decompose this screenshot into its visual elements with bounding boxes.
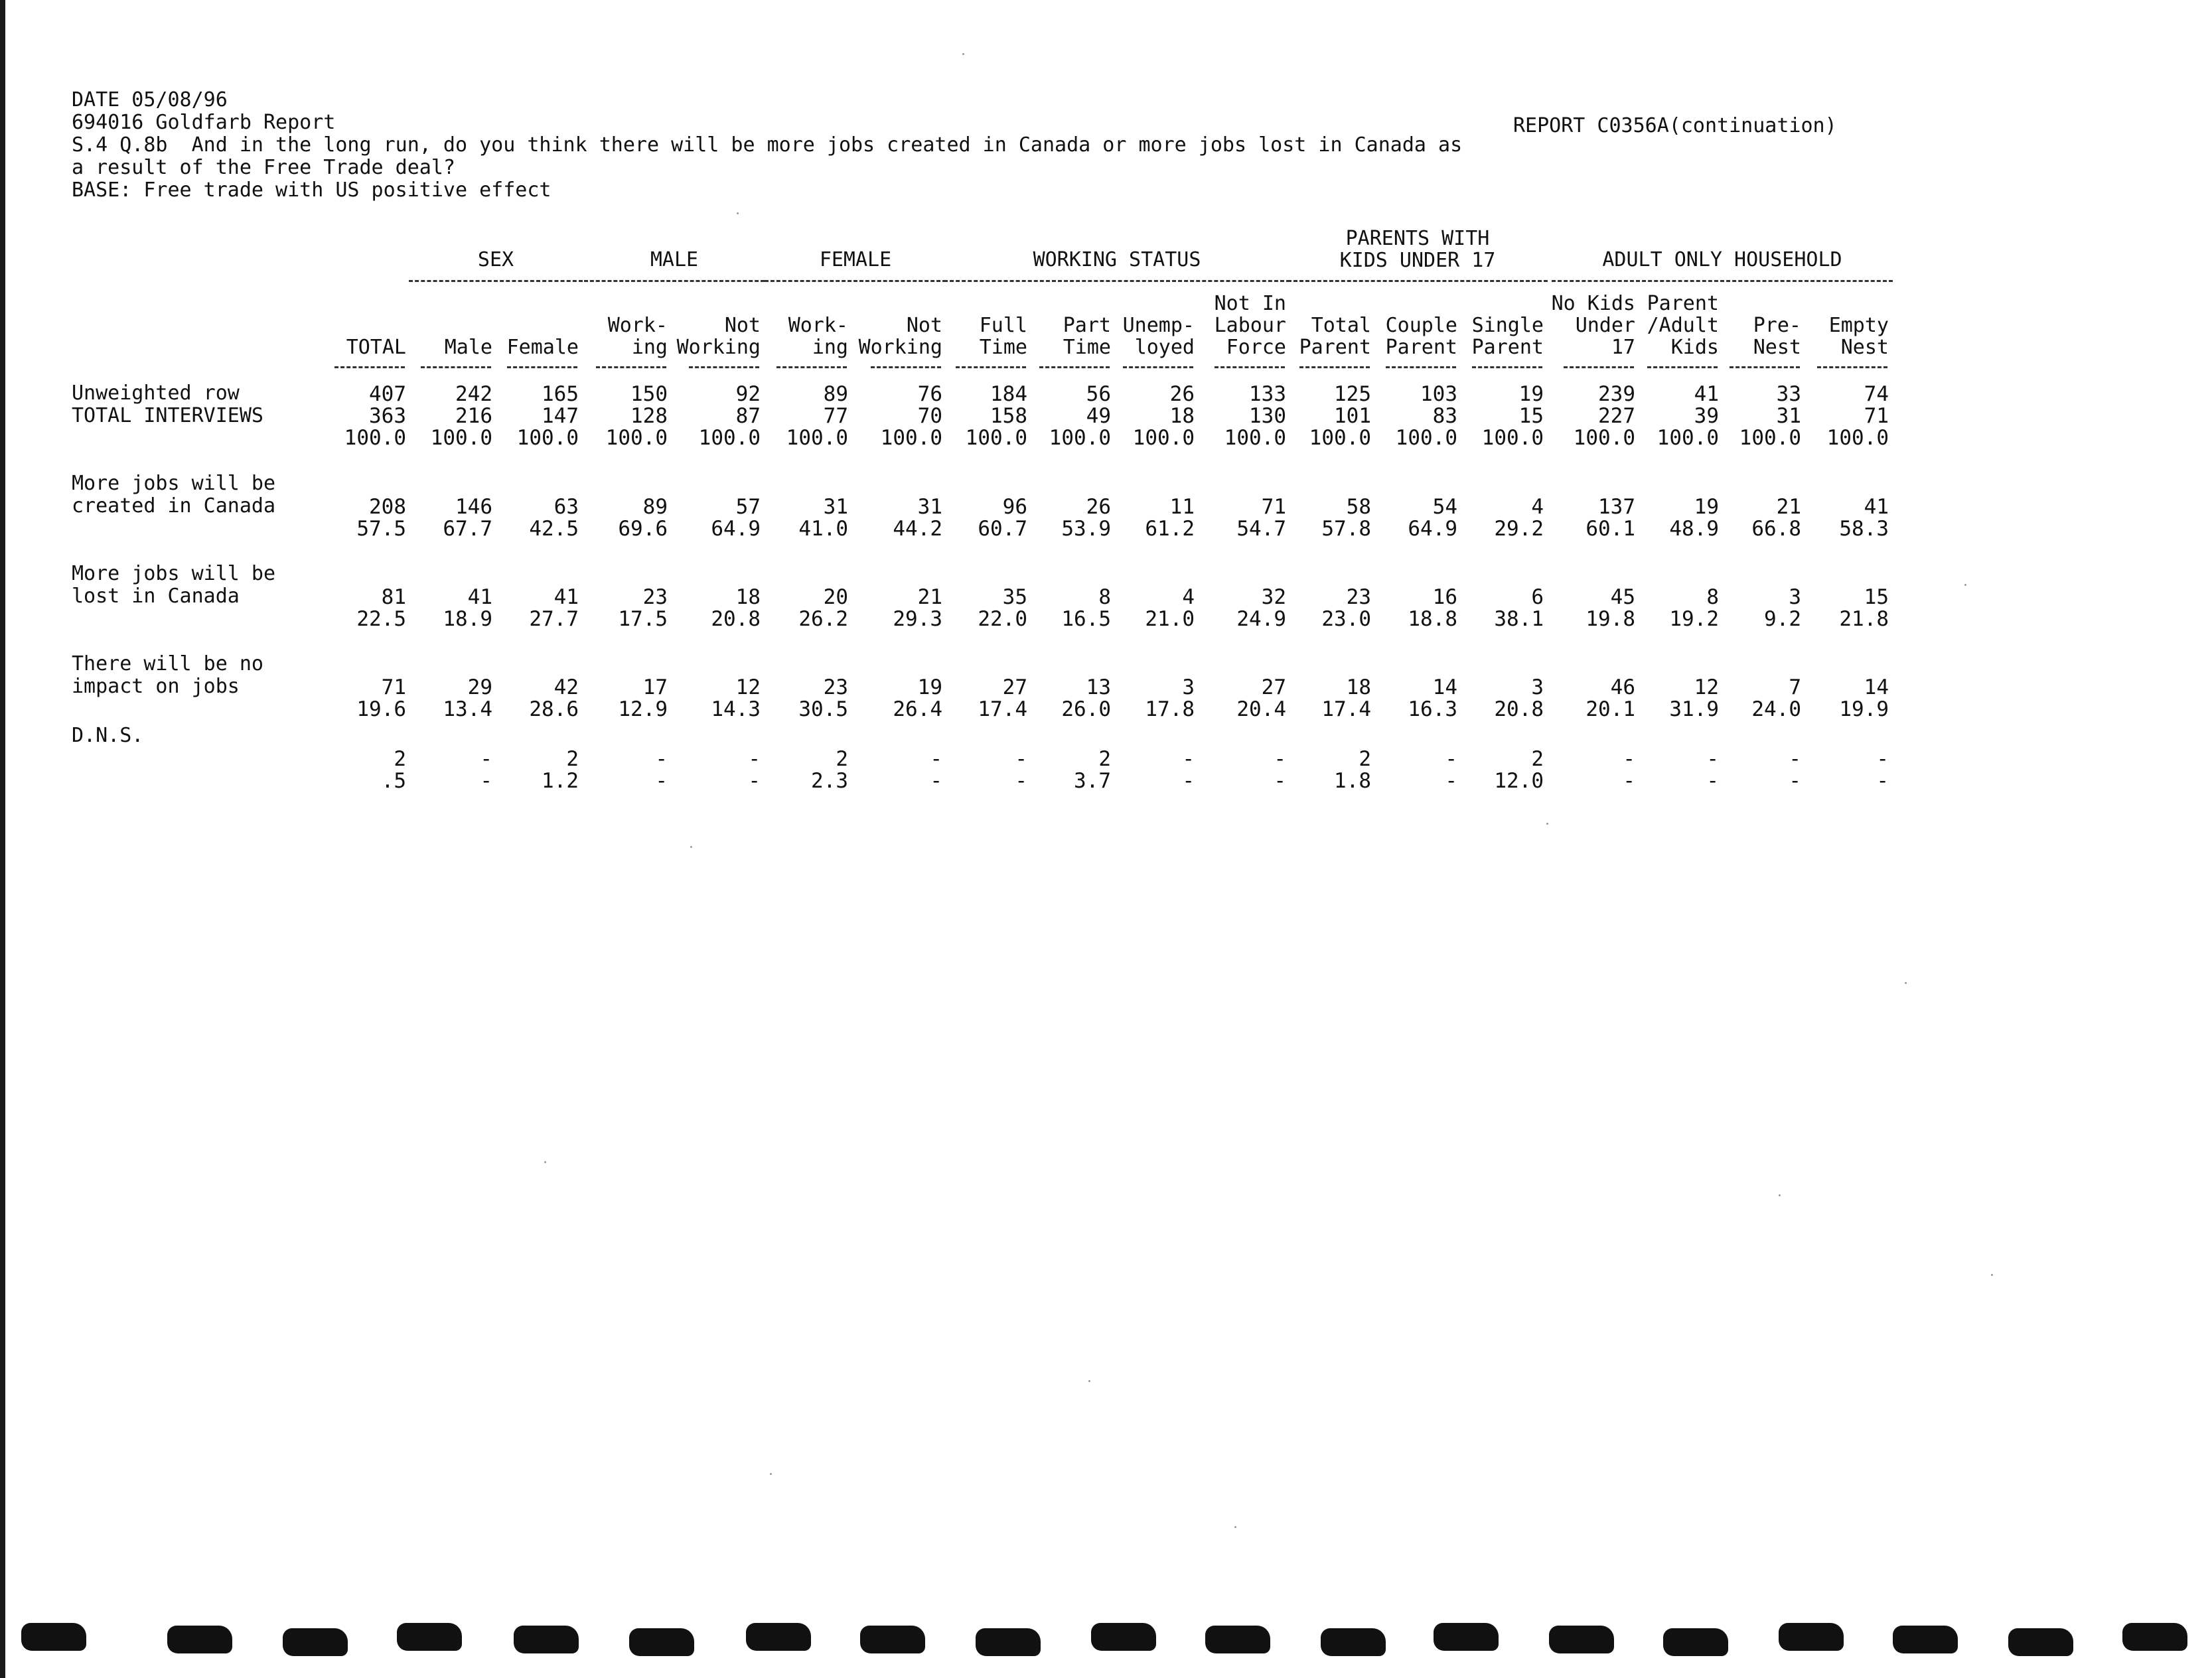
column-rule-17 xyxy=(1817,366,1887,368)
cell-r0-l0-c8: 56 xyxy=(1086,382,1111,406)
row-label-0: Unweighted row TOTAL INTERVIEWS xyxy=(72,382,263,427)
cell-r2-l0-c4: 18 xyxy=(735,585,761,609)
group-header-2: FEMALE xyxy=(819,248,892,271)
column-rule-10 xyxy=(1215,366,1285,368)
base-text: BASE: Free trade with US positive effect xyxy=(72,178,552,202)
cell-r0-l2-c12: 100.0 xyxy=(1395,426,1457,450)
cell-r0-l2-c17: 100.0 xyxy=(1826,426,1889,450)
cell-r0-l0-c6: 76 xyxy=(917,382,942,406)
cell-r3-l0-c0: 71 xyxy=(381,675,406,699)
cell-r1-l0-c5: 31 xyxy=(823,495,848,519)
cell-r4-l0-c17: - xyxy=(1876,747,1889,771)
cell-r4-l1-c8: 3.7 xyxy=(1074,769,1111,793)
cell-r2-l1-c2: 27.7 xyxy=(529,607,579,631)
cell-r1-l0-c17: 41 xyxy=(1864,495,1889,519)
cell-r0-l0-c1: 242 xyxy=(455,382,492,406)
cell-r0-l1-c13: 15 xyxy=(1518,404,1544,428)
column-rule-2 xyxy=(507,366,577,368)
punch-hole-9 xyxy=(1091,1623,1156,1651)
cell-r0-l0-c12: 103 xyxy=(1420,382,1457,406)
cell-r3-l1-c6: 26.4 xyxy=(893,697,942,721)
column-header-14: No Kids Under 17 xyxy=(1551,292,1635,359)
cell-r2-l0-c0: 81 xyxy=(381,585,406,609)
cell-r0-l2-c4: 100.0 xyxy=(698,426,761,450)
cell-r2-l1-c6: 29.3 xyxy=(893,607,942,631)
cell-r3-l1-c8: 26.0 xyxy=(1061,697,1111,721)
cell-r3-l0-c1: 29 xyxy=(467,675,492,699)
column-header-3: Work- ing xyxy=(607,314,668,359)
cell-r4-l0-c2: 2 xyxy=(566,747,579,771)
group-underline-4 xyxy=(1288,280,1548,282)
cell-r3-l0-c3: 17 xyxy=(642,675,668,699)
cell-r2-l1-c12: 18.8 xyxy=(1408,607,1457,631)
column-rule-5 xyxy=(776,366,847,368)
punch-hole-4 xyxy=(514,1626,579,1653)
cell-r4-l1-c5: 2.3 xyxy=(811,769,848,793)
cell-r2-l0-c15: 8 xyxy=(1706,585,1719,609)
cell-r2-l0-c10: 32 xyxy=(1261,585,1286,609)
group-underline-5 xyxy=(1552,280,1893,282)
cell-r2-l1-c17: 21.8 xyxy=(1839,607,1889,631)
cell-r3-l0-c17: 14 xyxy=(1864,675,1889,699)
cell-r1-l0-c9: 11 xyxy=(1169,495,1195,519)
cell-r3-l0-c13: 3 xyxy=(1531,675,1544,699)
cell-r0-l2-c13: 100.0 xyxy=(1481,426,1544,450)
cell-r1-l0-c0: 208 xyxy=(369,495,406,519)
cell-r2-l1-c13: 38.1 xyxy=(1494,607,1544,631)
cell-r0-l1-c17: 71 xyxy=(1864,404,1889,428)
cell-r1-l1-c10: 54.7 xyxy=(1236,517,1286,541)
column-rule-1 xyxy=(421,366,491,368)
cell-r0-l1-c11: 101 xyxy=(1334,404,1371,428)
column-rule-9 xyxy=(1123,366,1193,368)
cell-r4-l0-c10: - xyxy=(1274,747,1286,771)
cell-r1-l1-c6: 44.2 xyxy=(893,517,942,541)
cell-r1-l1-c4: 64.9 xyxy=(711,517,761,541)
punch-hole-11 xyxy=(1321,1628,1386,1656)
cell-r1-l1-c15: 48.9 xyxy=(1669,517,1719,541)
scan-speck-2 xyxy=(690,846,692,848)
cell-r4-l0-c14: - xyxy=(1623,747,1635,771)
cell-r1-l0-c4: 57 xyxy=(735,495,761,519)
cell-r3-l1-c16: 24.0 xyxy=(1751,697,1801,721)
cell-r3-l0-c8: 13 xyxy=(1086,675,1111,699)
cell-r2-l1-c0: 22.5 xyxy=(356,607,406,631)
cell-r3-l1-c9: 17.8 xyxy=(1145,697,1195,721)
cell-r2-l1-c14: 19.8 xyxy=(1585,607,1635,631)
cell-r1-l1-c11: 57.8 xyxy=(1321,517,1371,541)
cell-r0-l1-c7: 158 xyxy=(990,404,1027,428)
cell-r2-l1-c4: 20.8 xyxy=(711,607,761,631)
cell-r4-l1-c11: 1.8 xyxy=(1334,769,1371,793)
cell-r3-l0-c7: 27 xyxy=(1002,675,1027,699)
cell-r4-l1-c3: - xyxy=(655,769,668,793)
cell-r1-l0-c1: 146 xyxy=(455,495,492,519)
group-header-3: WORKING STATUS xyxy=(1033,248,1201,271)
cell-r0-l1-c1: 216 xyxy=(455,404,492,428)
scan-speck-9 xyxy=(770,1473,772,1475)
cell-r1-l1-c7: 60.7 xyxy=(978,517,1027,541)
cell-r1-l0-c16: 21 xyxy=(1776,495,1801,519)
cell-r0-l0-c15: 41 xyxy=(1694,382,1719,406)
cell-r0-l0-c3: 150 xyxy=(630,382,668,406)
report-id: REPORT C0356A(continuation) xyxy=(1513,114,1837,137)
question-text-line2: a result of the Free Trade deal? xyxy=(72,156,455,179)
cell-r4-l0-c6: - xyxy=(930,747,942,771)
cell-r3-l1-c12: 16.3 xyxy=(1408,697,1457,721)
cell-r2-l0-c2: 41 xyxy=(553,585,579,609)
column-rule-11 xyxy=(1299,366,1370,368)
cell-r0-l2-c16: 100.0 xyxy=(1739,426,1801,450)
cell-r3-l0-c6: 19 xyxy=(917,675,942,699)
cell-r2-l0-c12: 16 xyxy=(1432,585,1457,609)
cell-r0-l2-c9: 100.0 xyxy=(1132,426,1195,450)
cell-r1-l0-c10: 71 xyxy=(1261,495,1286,519)
cell-r3-l0-c4: 12 xyxy=(735,675,761,699)
cell-r1-l1-c9: 61.2 xyxy=(1145,517,1195,541)
column-header-8: Part Time xyxy=(1063,314,1111,359)
cell-r3-l1-c17: 19.9 xyxy=(1839,697,1889,721)
cell-r3-l1-c0: 19.6 xyxy=(356,697,406,721)
cell-r1-l0-c11: 58 xyxy=(1346,495,1371,519)
cell-r3-l0-c10: 27 xyxy=(1261,675,1286,699)
cell-r3-l1-c15: 31.9 xyxy=(1669,697,1719,721)
cell-r0-l2-c11: 100.0 xyxy=(1309,426,1371,450)
scan-speck-7 xyxy=(1779,1194,1781,1196)
cell-r4-l1-c4: - xyxy=(748,769,761,793)
cell-r0-l0-c11: 125 xyxy=(1334,382,1371,406)
punch-hole-15 xyxy=(1779,1623,1844,1651)
cell-r0-l0-c9: 26 xyxy=(1169,382,1195,406)
cell-r3-l1-c14: 20.1 xyxy=(1585,697,1635,721)
cell-r0-l0-c13: 19 xyxy=(1518,382,1544,406)
cell-r4-l1-c6: - xyxy=(930,769,942,793)
cell-r3-l0-c9: 3 xyxy=(1182,675,1195,699)
scan-speck-11 xyxy=(544,1161,546,1163)
cell-r0-l1-c12: 83 xyxy=(1432,404,1457,428)
cell-r1-l0-c3: 89 xyxy=(642,495,668,519)
punch-hole-16 xyxy=(1893,1626,1958,1653)
cell-r2-l0-c5: 20 xyxy=(823,585,848,609)
cell-r4-l1-c2: 1.2 xyxy=(542,769,579,793)
cell-r1-l1-c16: 66.8 xyxy=(1751,517,1801,541)
column-header-16: Pre- Nest xyxy=(1753,314,1801,359)
cell-r2-l0-c8: 8 xyxy=(1098,585,1111,609)
cell-r4-l1-c0: .5 xyxy=(381,769,406,793)
group-header-5: ADULT ONLY HOUSEHOLD xyxy=(1602,248,1842,271)
scan-speck-4 xyxy=(1234,1526,1236,1528)
cell-r4-l0-c8: 2 xyxy=(1098,747,1111,771)
cell-r2-l0-c3: 23 xyxy=(642,585,668,609)
cell-r1-l1-c12: 64.9 xyxy=(1408,517,1457,541)
column-rule-13 xyxy=(1472,366,1542,368)
column-header-2: Female xyxy=(506,336,579,359)
cell-r2-l0-c1: 41 xyxy=(467,585,492,609)
punch-hole-14 xyxy=(1663,1628,1728,1656)
cell-r0-l0-c0: 407 xyxy=(369,382,406,406)
punch-hole-0 xyxy=(21,1623,86,1651)
cell-r4-l0-c16: - xyxy=(1789,747,1801,771)
cell-r0-l0-c14: 239 xyxy=(1598,382,1635,406)
column-header-9: Unemp- loyed xyxy=(1122,314,1195,359)
cell-r0-l2-c2: 100.0 xyxy=(516,426,579,450)
column-header-13: Single Parent xyxy=(1471,314,1544,359)
cell-r2-l0-c16: 3 xyxy=(1789,585,1801,609)
cell-r0-l1-c3: 128 xyxy=(630,404,668,428)
cell-r0-l2-c5: 100.0 xyxy=(786,426,848,450)
cell-r4-l0-c5: 2 xyxy=(836,747,848,771)
cell-r0-l1-c15: 39 xyxy=(1694,404,1719,428)
column-header-4: Not Working xyxy=(676,314,761,359)
punch-hole-13 xyxy=(1549,1626,1614,1653)
cell-r0-l2-c10: 100.0 xyxy=(1224,426,1286,450)
cell-r1-l1-c0: 57.5 xyxy=(356,517,406,541)
cell-r4-l1-c17: - xyxy=(1876,769,1889,793)
cell-r4-l1-c7: - xyxy=(1015,769,1027,793)
question-text-line1: S.4 Q.8b And in the long run, do you think there will be more jobs created in Canada or more jobs lost in Canada as xyxy=(72,133,1463,157)
cell-r0-l2-c1: 100.0 xyxy=(430,426,492,450)
column-header-1: Male xyxy=(444,336,492,359)
scan-left-edge xyxy=(0,0,5,1678)
cell-r1-l0-c8: 26 xyxy=(1086,495,1111,519)
group-underline-3 xyxy=(944,280,1290,282)
scan-speck-0 xyxy=(962,53,964,55)
cell-r4-l1-c9: - xyxy=(1182,769,1195,793)
cell-r0-l1-c4: 87 xyxy=(735,404,761,428)
column-header-5: Work- ing xyxy=(788,314,848,359)
report-date: DATE 05/08/96 xyxy=(72,88,228,111)
cell-r3-l1-c13: 20.8 xyxy=(1494,697,1544,721)
cell-r0-l0-c10: 133 xyxy=(1249,382,1286,406)
column-header-6: Not Working xyxy=(858,314,942,359)
cell-r2-l0-c17: 15 xyxy=(1864,585,1889,609)
punch-hole-8 xyxy=(976,1628,1041,1656)
scan-speck-6 xyxy=(1905,982,1907,984)
cell-r1-l0-c7: 96 xyxy=(1002,495,1027,519)
cell-r0-l2-c6: 100.0 xyxy=(880,426,942,450)
cell-r2-l1-c1: 18.9 xyxy=(443,607,492,631)
cell-r3-l1-c5: 30.5 xyxy=(798,697,848,721)
column-header-12: Couple Parent xyxy=(1385,314,1457,359)
cell-r2-l0-c14: 45 xyxy=(1610,585,1635,609)
cell-r2-l0-c6: 21 xyxy=(917,585,942,609)
cell-r2-l1-c9: 21.0 xyxy=(1145,607,1195,631)
column-rule-8 xyxy=(1039,366,1110,368)
cell-r3-l0-c12: 14 xyxy=(1432,675,1457,699)
cell-r2-l1-c7: 22.0 xyxy=(978,607,1027,631)
group-underline-1 xyxy=(584,280,765,282)
cell-r4-l1-c16: - xyxy=(1789,769,1801,793)
column-rule-14 xyxy=(1564,366,1634,368)
cell-r3-l1-c7: 17.4 xyxy=(978,697,1027,721)
column-rule-3 xyxy=(596,366,666,368)
cell-r0-l0-c5: 89 xyxy=(823,382,848,406)
cell-r0-l2-c15: 100.0 xyxy=(1657,426,1719,450)
cell-r3-l0-c11: 18 xyxy=(1346,675,1371,699)
cell-r0-l2-c3: 100.0 xyxy=(605,426,668,450)
row-label-3: There will be no impact on jobs xyxy=(72,652,263,698)
column-header-0: TOTAL xyxy=(346,336,406,359)
column-header-17: Empty Nest xyxy=(1828,314,1889,359)
cell-r2-l0-c13: 6 xyxy=(1531,585,1544,609)
cell-r4-l0-c0: 2 xyxy=(394,747,406,771)
column-rule-16 xyxy=(1730,366,1800,368)
cell-r1-l1-c13: 29.2 xyxy=(1494,517,1544,541)
cell-r0-l1-c10: 130 xyxy=(1249,404,1286,428)
cell-r3-l1-c11: 17.4 xyxy=(1321,697,1371,721)
column-header-7: Full Time xyxy=(979,314,1027,359)
cell-r2-l1-c15: 19.2 xyxy=(1669,607,1719,631)
cell-r1-l0-c12: 54 xyxy=(1432,495,1457,519)
cell-r0-l0-c2: 165 xyxy=(542,382,579,406)
cell-r1-l1-c8: 53.9 xyxy=(1061,517,1111,541)
cell-r2-l1-c16: 9.2 xyxy=(1764,607,1801,631)
cell-r4-l1-c14: - xyxy=(1623,769,1635,793)
cell-r0-l1-c6: 70 xyxy=(917,404,942,428)
punch-hole-3 xyxy=(397,1623,462,1651)
cell-r2-l0-c11: 23 xyxy=(1346,585,1371,609)
cell-r3-l1-c1: 13.4 xyxy=(443,697,492,721)
column-header-10: Not In Labour Force xyxy=(1214,292,1286,359)
cell-r3-l0-c15: 12 xyxy=(1694,675,1719,699)
group-underline-0 xyxy=(409,280,583,282)
cell-r1-l0-c6: 31 xyxy=(917,495,942,519)
cell-r0-l1-c5: 77 xyxy=(823,404,848,428)
column-rule-15 xyxy=(1647,366,1718,368)
cell-r2-l1-c8: 16.5 xyxy=(1061,607,1111,631)
cell-r4-l0-c7: - xyxy=(1015,747,1027,771)
cell-r4-l0-c4: - xyxy=(748,747,761,771)
cell-r2-l0-c7: 35 xyxy=(1002,585,1027,609)
cell-r0-l1-c9: 18 xyxy=(1169,404,1195,428)
punch-hole-2 xyxy=(283,1628,348,1656)
column-rule-12 xyxy=(1386,366,1456,368)
column-header-15: Parent /Adult Kids xyxy=(1647,292,1719,359)
column-header-11: Total Parent xyxy=(1299,314,1371,359)
scan-speck-3 xyxy=(1088,1380,1090,1382)
cell-r0-l0-c17: 74 xyxy=(1864,382,1889,406)
punch-hole-12 xyxy=(1434,1623,1499,1651)
column-rule-4 xyxy=(689,366,759,368)
cell-r1-l1-c2: 42.5 xyxy=(529,517,579,541)
cell-r4-l0-c15: - xyxy=(1706,747,1719,771)
cell-r4-l0-c3: - xyxy=(655,747,668,771)
cell-r2-l1-c3: 17.5 xyxy=(618,607,668,631)
punch-hole-6 xyxy=(746,1623,811,1651)
cell-r1-l1-c1: 67.7 xyxy=(443,517,492,541)
cell-r0-l1-c0: 363 xyxy=(369,404,406,428)
cell-r0-l1-c2: 147 xyxy=(542,404,579,428)
cell-r2-l0-c9: 4 xyxy=(1182,585,1195,609)
cell-r1-l1-c14: 60.1 xyxy=(1585,517,1635,541)
cell-r3-l0-c5: 23 xyxy=(823,675,848,699)
cell-r1-l0-c14: 137 xyxy=(1598,495,1635,519)
scan-speck-8 xyxy=(1991,1274,1993,1276)
scan-speck-10 xyxy=(1546,823,1548,825)
punch-hole-17 xyxy=(2008,1628,2073,1656)
group-header-0: SEX xyxy=(477,248,514,271)
cell-r4-l0-c13: 2 xyxy=(1531,747,1544,771)
report-name: 694016 Goldfarb Report xyxy=(72,111,336,134)
cell-r3-l0-c14: 46 xyxy=(1610,675,1635,699)
cell-r3-l1-c4: 14.3 xyxy=(711,697,761,721)
cell-r0-l1-c16: 31 xyxy=(1776,404,1801,428)
cell-r4-l1-c13: 12.0 xyxy=(1494,769,1544,793)
column-rule-7 xyxy=(956,366,1026,368)
cell-r3-l0-c2: 42 xyxy=(553,675,579,699)
scan-speck-1 xyxy=(737,212,739,214)
cell-r0-l2-c0: 100.0 xyxy=(344,426,406,450)
cell-r0-l2-c8: 100.0 xyxy=(1049,426,1111,450)
cell-r1-l1-c5: 41.0 xyxy=(798,517,848,541)
cell-r3-l1-c2: 28.6 xyxy=(529,697,579,721)
cell-r0-l2-c7: 100.0 xyxy=(965,426,1027,450)
cell-r3-l0-c16: 7 xyxy=(1789,675,1801,699)
cell-r4-l0-c12: - xyxy=(1445,747,1457,771)
cell-r1-l1-c3: 69.6 xyxy=(618,517,668,541)
punch-hole-18 xyxy=(2122,1623,2187,1651)
punch-hole-10 xyxy=(1205,1626,1270,1653)
cell-r4-l1-c1: - xyxy=(480,769,492,793)
cell-r3-l1-c3: 12.9 xyxy=(618,697,668,721)
row-label-4: D.N.S. xyxy=(72,724,144,747)
cell-r2-l1-c11: 23.0 xyxy=(1321,607,1371,631)
group-underline-2 xyxy=(765,280,946,282)
cell-r2-l1-c5: 26.2 xyxy=(798,607,848,631)
cell-r0-l1-c8: 49 xyxy=(1086,404,1111,428)
cell-r0-l2-c14: 100.0 xyxy=(1573,426,1635,450)
cell-r0-l0-c7: 184 xyxy=(990,382,1027,406)
group-header-4: PARENTS WITH KIDS UNDER 17 xyxy=(1339,227,1496,272)
cell-r4-l0-c1: - xyxy=(480,747,492,771)
cell-r4-l1-c15: - xyxy=(1706,769,1719,793)
cell-r2-l1-c10: 24.9 xyxy=(1236,607,1286,631)
cell-r0-l1-c14: 227 xyxy=(1598,404,1635,428)
group-header-1: MALE xyxy=(650,248,699,271)
row-label-2: More jobs will be lost in Canada xyxy=(72,562,276,608)
cell-r4-l0-c9: - xyxy=(1182,747,1195,771)
row-label-1: More jobs will be created in Canada xyxy=(72,472,276,518)
cell-r4-l1-c10: - xyxy=(1274,769,1286,793)
cell-r1-l0-c13: 4 xyxy=(1531,495,1544,519)
cell-r0-l0-c16: 33 xyxy=(1776,382,1801,406)
cell-r4-l0-c11: 2 xyxy=(1359,747,1371,771)
cell-r0-l0-c4: 92 xyxy=(735,382,761,406)
column-rule-6 xyxy=(871,366,941,368)
punch-hole-1 xyxy=(167,1626,232,1653)
column-rule-0 xyxy=(334,366,405,368)
punch-hole-7 xyxy=(860,1626,925,1653)
cell-r1-l1-c17: 58.3 xyxy=(1839,517,1889,541)
cell-r1-l0-c2: 63 xyxy=(553,495,579,519)
cell-r3-l1-c10: 20.4 xyxy=(1236,697,1286,721)
punch-hole-5 xyxy=(629,1628,694,1656)
cell-r1-l0-c15: 19 xyxy=(1694,495,1719,519)
scan-speck-5 xyxy=(1964,584,1966,586)
cell-r4-l1-c12: - xyxy=(1445,769,1457,793)
